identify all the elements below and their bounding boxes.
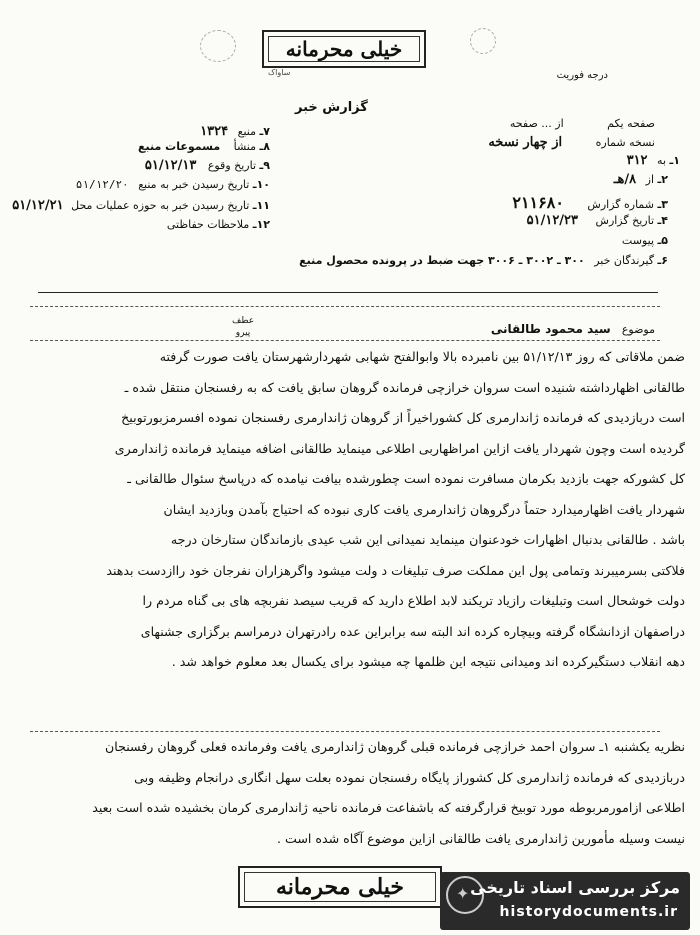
- field-report-date: ۴ـ تاریخ گزارش ۵۱/۱۲/۲۳: [526, 213, 668, 228]
- opinion-line: نظریه یکشنبه ۱ـ سروان احمد خرازچی فرمانده قبلی گروهان ژاندارمری یافت وفرمانده فعلی گروهان رفسنجان: [105, 739, 685, 754]
- subject-dashed-line: [30, 340, 660, 341]
- stamp-subtitle: ساواک: [268, 68, 291, 77]
- body-line: فلاکتی بسرمیبرند وتمامی پول این مملکت صرف تبلیغات د ولت میشود واگرهزاران نفرجان خود راازدست بدهند: [106, 562, 685, 578]
- field-page: صفحه یکم از ... صفحه: [509, 117, 655, 130]
- field-received-by-source: ۱۰ـ تاریخ رسیدن خبر به منبع ۵۱/۱۲/۲۰: [75, 178, 270, 191]
- confidential-stamp-top: خیلی محرمانه: [262, 30, 426, 68]
- body-line: است دربازدیدی که فرمانده ژاندارمری کل کشوراخیراً از گروهان ژاندارمری رفسنجان نموده افسرمزبورتوبیخ: [121, 410, 685, 425]
- ink-smudge: [470, 28, 496, 54]
- field-attachment: ۵ـ پیوست: [621, 234, 668, 247]
- field-from: ۲ـ از ۸/هـ: [613, 172, 668, 187]
- archive-logo-icon: ✦: [446, 876, 484, 914]
- report-body: [10, 342, 685, 678]
- field-to: ۱ـ به ۳۱۲: [626, 153, 680, 168]
- subject-line: موضوع سید محمود طالقانی: [490, 322, 655, 336]
- report-title: گزارش خبر: [295, 100, 368, 115]
- field-report-number: ۳ـ شماره گزارش ۲۱۱۶۸۰: [512, 193, 668, 212]
- opinion-line: اطلاعی ازامورمربوطه مورد توبیخ قرارگرفته که باشفاعت فرمانده ناحیه ژاندارمری کرمان بخشیده شده است بعید: [92, 800, 685, 815]
- field-received-by-office: ۱۱ـ تاریخ رسیدن خبر به حوزه عملیات محل ۵۱/۱۲/۲۱: [12, 198, 270, 213]
- field-recipients: ۶ـ گیرندگان خبر ۳۰۰ ـ ۳۰۰۲ ـ ۳۰۰۶ جهت ضبط در پرونده محصول منبع: [299, 254, 668, 267]
- field-origin: ۸ـ منشأ مسموعات منبع: [138, 140, 270, 153]
- body-line: دراصفهان ازدانشگاه گرفته وبیچاره کرده اند البته سه برابراین عده رادرتهران درمراسم برگزاری جشنهای: [140, 623, 685, 639]
- field-source: ۷ـ منبع ۱۳۲۴: [200, 124, 270, 139]
- body-line: شهردار یافت اظهارمیدارد حتماً درگروهان ژاندارمری یافت کاری نبوده که احتیاج بآمدن وبازدید ایشان: [163, 501, 685, 517]
- body-line: دولت خوشحال است وتبلیغات رازیاد تریکند لابد اطلاع دارید که قریب سیصد نفربچه های بی گناه مردم را: [142, 593, 685, 608]
- confidential-stamp-bottom: خیلی محرمانه: [238, 866, 442, 908]
- opinion-line: نیست وسیله مأمورین ژاندارمری یافت طالقانی ازاین موضوع آگاه شده است .: [276, 830, 685, 846]
- body-line: باشد . طالقانی بدنبال اظهارات خودعنوان مینماید نمیدانی این شب عیدی بازماندگان ستارخان درجه: [170, 532, 685, 547]
- archive-watermark: [440, 872, 690, 930]
- ink-smudge: [200, 30, 236, 62]
- opinion-section: [10, 732, 685, 854]
- body-line: گردیده است وچون شهردار یافت ازاین امراظهاربی اطلاعی مینماید طالقانی اضافه مینماید فرمانده ژاندارمری: [114, 440, 685, 456]
- field-event-date: ۹ـ تاریخ وقوع ۵۱/۱۲/۱۳: [144, 158, 270, 173]
- body-line: کل کشورکه جهت بازدید بکرمان مسافرت نموده است چطورشده بیافت نیامده که درپاسخ سئوال طالقانی ـ: [127, 471, 685, 486]
- urgency-degree-label: درجه فوریت: [556, 70, 608, 81]
- watermark-title: مرکز بررسی اسناد تاریخی: [470, 878, 680, 897]
- watermark-url: historydocuments.ir: [499, 904, 678, 920]
- reference-label: عطف پیرو: [232, 316, 255, 338]
- body-line: طالقانی اظهارداشته شنیده است سروان خرازچی فرمانده گروهان سابق یافت که به رفسنجان منتقل شده ـ: [124, 379, 685, 395]
- body-line: دهه انقلاب دستگیرکرده اند ومیدانی نتیجه این ظلمها چه میشود برای یکسال بعد معلوم خواهد شد .: [171, 654, 685, 669]
- header-dashed-line: [30, 306, 660, 307]
- field-security-notes: ۱۲ـ ملاحظات حفاظتی: [166, 218, 270, 231]
- field-copy-number: نسخه شماره از چهار نسخه: [488, 135, 655, 150]
- header-separator: [38, 292, 658, 293]
- opinion-line: دربازدیدی که فرمانده ژاندارمری کل کشوراز پایگاه رفسنجان نموده بعلت سهل انگاری درانجام وظیفه وبی: [134, 769, 685, 785]
- body-line: ضمن ملاقاتی که روز ۵۱/۱۲/۱۳ بین نامبرده بالا وابوالفتح شهابی شهردارشهرستان یافت صورت گرفته: [159, 349, 685, 364]
